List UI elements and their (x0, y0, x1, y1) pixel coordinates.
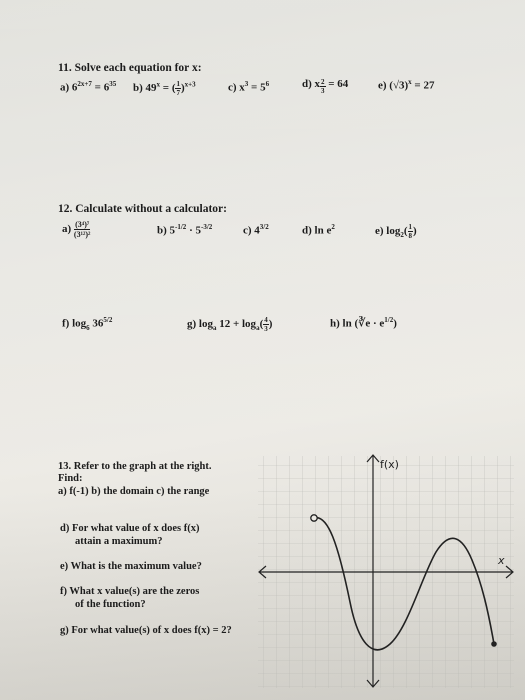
q12-b: b) $5^{-1/2} \cdot 5^{-3/2}$ (157, 223, 213, 237)
open-endpoint (311, 515, 317, 521)
q13-d-line2: attain a maximum? (75, 536, 163, 547)
q11-e: e) $(√3)^x = 27$ (378, 78, 435, 92)
q12-a: a) $\frac{\text{(3⁴)⁷}}{\text{(3¹²)²}}$ (62, 220, 91, 239)
q13-d-line1: d) For what value of x does f(x) (60, 523, 200, 534)
q11-b: b) $49^x$ = ( $\frac{1}{7}$ )$^{x+3}$ (133, 80, 196, 97)
closed-endpoint (491, 641, 497, 647)
q13-e: e) What is the maximum value? (60, 561, 202, 572)
q13-f-line2: of the function? (75, 599, 146, 610)
q12-d: d) $\ln e^2$ (302, 223, 335, 237)
q12-h: h) ln (∛e · $e^{1/2}$) (330, 316, 397, 330)
q12-f: f) $\log_6 36^{5/2}$ (62, 316, 113, 332)
function-graph (250, 452, 518, 692)
q13-g: g) For what value(s) of x does f(x) = 2? (60, 625, 232, 636)
x-axis-label: x (498, 554, 505, 567)
q11-title: 11. Solve each equation for x: (58, 62, 202, 74)
q13-f-line1: f) What x value(s) are the zeros (60, 586, 200, 597)
q13-find: Find: (58, 473, 83, 484)
y-axis-label: f(x) (380, 458, 399, 471)
q11-a: a) $6^{2x+7} = 6^{35}$ (60, 80, 117, 94)
q11-d: d) x $\frac{2}{3}$ = 64 (302, 78, 349, 95)
q12-e: e) $\log_2$( $\frac{1}{8}$ ) (375, 223, 417, 240)
q11-c: c) $x^3 = 5^6$ (228, 80, 270, 94)
q13-title: 13. Refer to the graph at the right. (58, 461, 212, 472)
q13-abc: a) f(-1) b) the domain c) the range (58, 486, 210, 497)
q12-title: 12. Calculate without a calculator: (58, 203, 227, 215)
q12-c: c) $4^{3/2}$ (243, 223, 269, 237)
q12-g: g) $\log_a 12 + \log_a$( $\frac{4}{3}$ ) (187, 316, 273, 333)
